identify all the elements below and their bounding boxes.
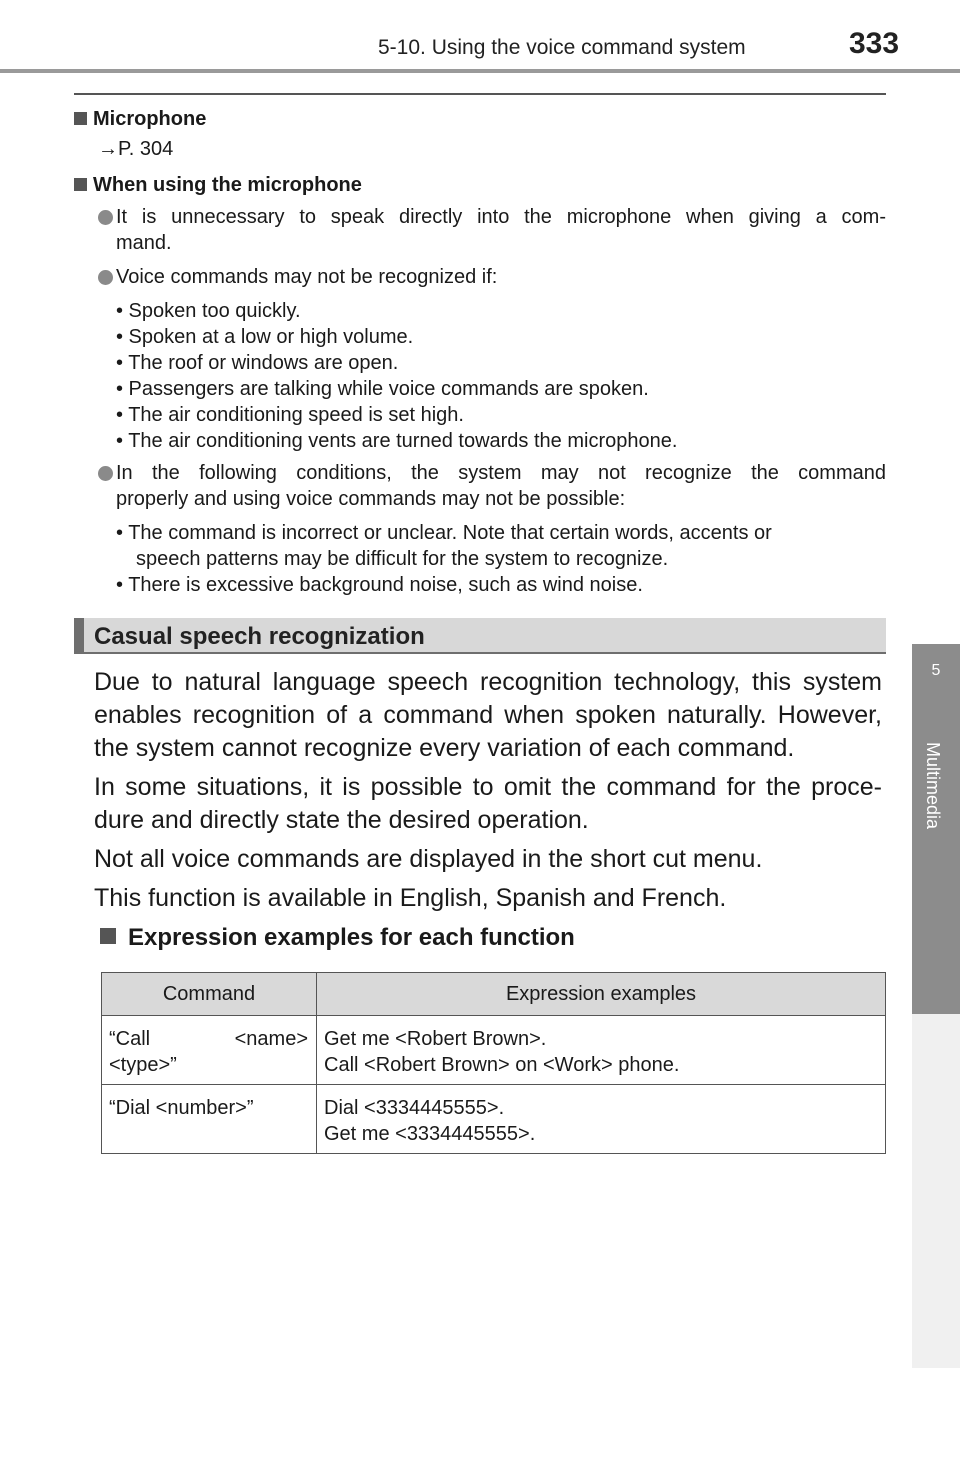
page-number: 333 — [849, 27, 900, 60]
microphone-heading: Microphone — [74, 106, 206, 132]
paragraph1-line3: the system cannot recognize every variation of each command. — [94, 734, 795, 762]
bullet3-line2: properly and using voice commands may not be possible: — [116, 488, 626, 510]
section-title-accent — [74, 618, 84, 654]
chapter-label: Multimedia — [923, 742, 943, 830]
table-row — [102, 1085, 886, 1154]
list-item: • The air conditioning vents are turned towards the microphone. — [116, 430, 678, 452]
list-item: • The roof or windows are open. — [116, 352, 399, 374]
paragraph1-line1: Due to natural language speech recognition technology, this system — [94, 668, 882, 696]
when-using-heading: When using the microphone — [74, 172, 362, 198]
list-item: • Passengers are talking while voice commands are spoken. — [116, 378, 649, 400]
square-bullet-icon — [74, 178, 87, 191]
top-rule — [74, 93, 886, 95]
list-item: • Spoken too quickly. — [116, 300, 301, 322]
list-item: • There is excessive background noise, such as wind noise. — [116, 574, 643, 596]
chapter-tab-block — [912, 644, 960, 1014]
section-title-underline — [84, 652, 886, 654]
chapter-side-tab — [912, 644, 960, 1368]
paragraph3: Not all voice commands are displayed in the short cut menu. — [94, 845, 763, 873]
circle-bullet-icon — [98, 466, 113, 481]
table-header-row — [102, 973, 886, 1016]
bullet3-line1: In the following conditions, the system may not recognize the command — [116, 462, 886, 484]
command-cell: “Dial <number>” — [102, 1085, 317, 1154]
list-item-continuation: speech patterns may be difficult for the system to recognize. — [136, 548, 669, 570]
square-bullet-icon — [74, 112, 87, 125]
section-title: Casual speech recognization — [94, 623, 425, 650]
square-bullet-icon — [100, 928, 116, 944]
table-row — [102, 1016, 886, 1085]
list-item: • Spoken at a low or high volume. — [116, 326, 414, 348]
column-header-expression: Expression examples — [317, 973, 886, 1016]
paragraph2-line1: In some situations, it is possible to omit the command for the proce- — [94, 773, 882, 801]
expression-examples-table — [101, 972, 886, 1154]
paragraph4: This function is available in English, Spanish and French. — [94, 884, 727, 912]
expression-examples-heading: Expression examples for each function — [100, 924, 575, 952]
bullet1-line1: It is unnecessary to speak directly into the microphone when giving a com- — [116, 206, 886, 228]
paragraph2-line2: dure and directly state the desired operation. — [94, 806, 589, 834]
column-header-command: Command — [102, 973, 317, 1016]
list-item: • The command is incorrect or unclear. Note that certain words, accents or — [116, 522, 772, 544]
bullet2-text: Voice commands may not be recognized if: — [116, 266, 498, 288]
expression-cell: Dial <3334445555>. Get me <3334445555>. — [317, 1085, 886, 1154]
chapter-number: 5 — [931, 662, 941, 679]
expression-cell: Get me <Robert Brown>. Call <Robert Brown> on <Work> phone. — [317, 1016, 886, 1085]
paragraph1-line2: enables recognition of a command when spoken naturally. However, — [94, 701, 882, 729]
command-cell: “Call <name> <type>” — [102, 1016, 317, 1085]
circle-bullet-icon — [98, 210, 113, 225]
list-item: • The air conditioning speed is set high. — [116, 404, 464, 426]
circle-bullet-icon — [98, 270, 113, 285]
microphone-reference[interactable]: →P. 304 — [98, 138, 174, 160]
bullet1-line2: mand. — [116, 232, 172, 254]
header-divider — [0, 69, 960, 73]
header-section-title: 5-10. Using the voice command system — [378, 36, 746, 59]
